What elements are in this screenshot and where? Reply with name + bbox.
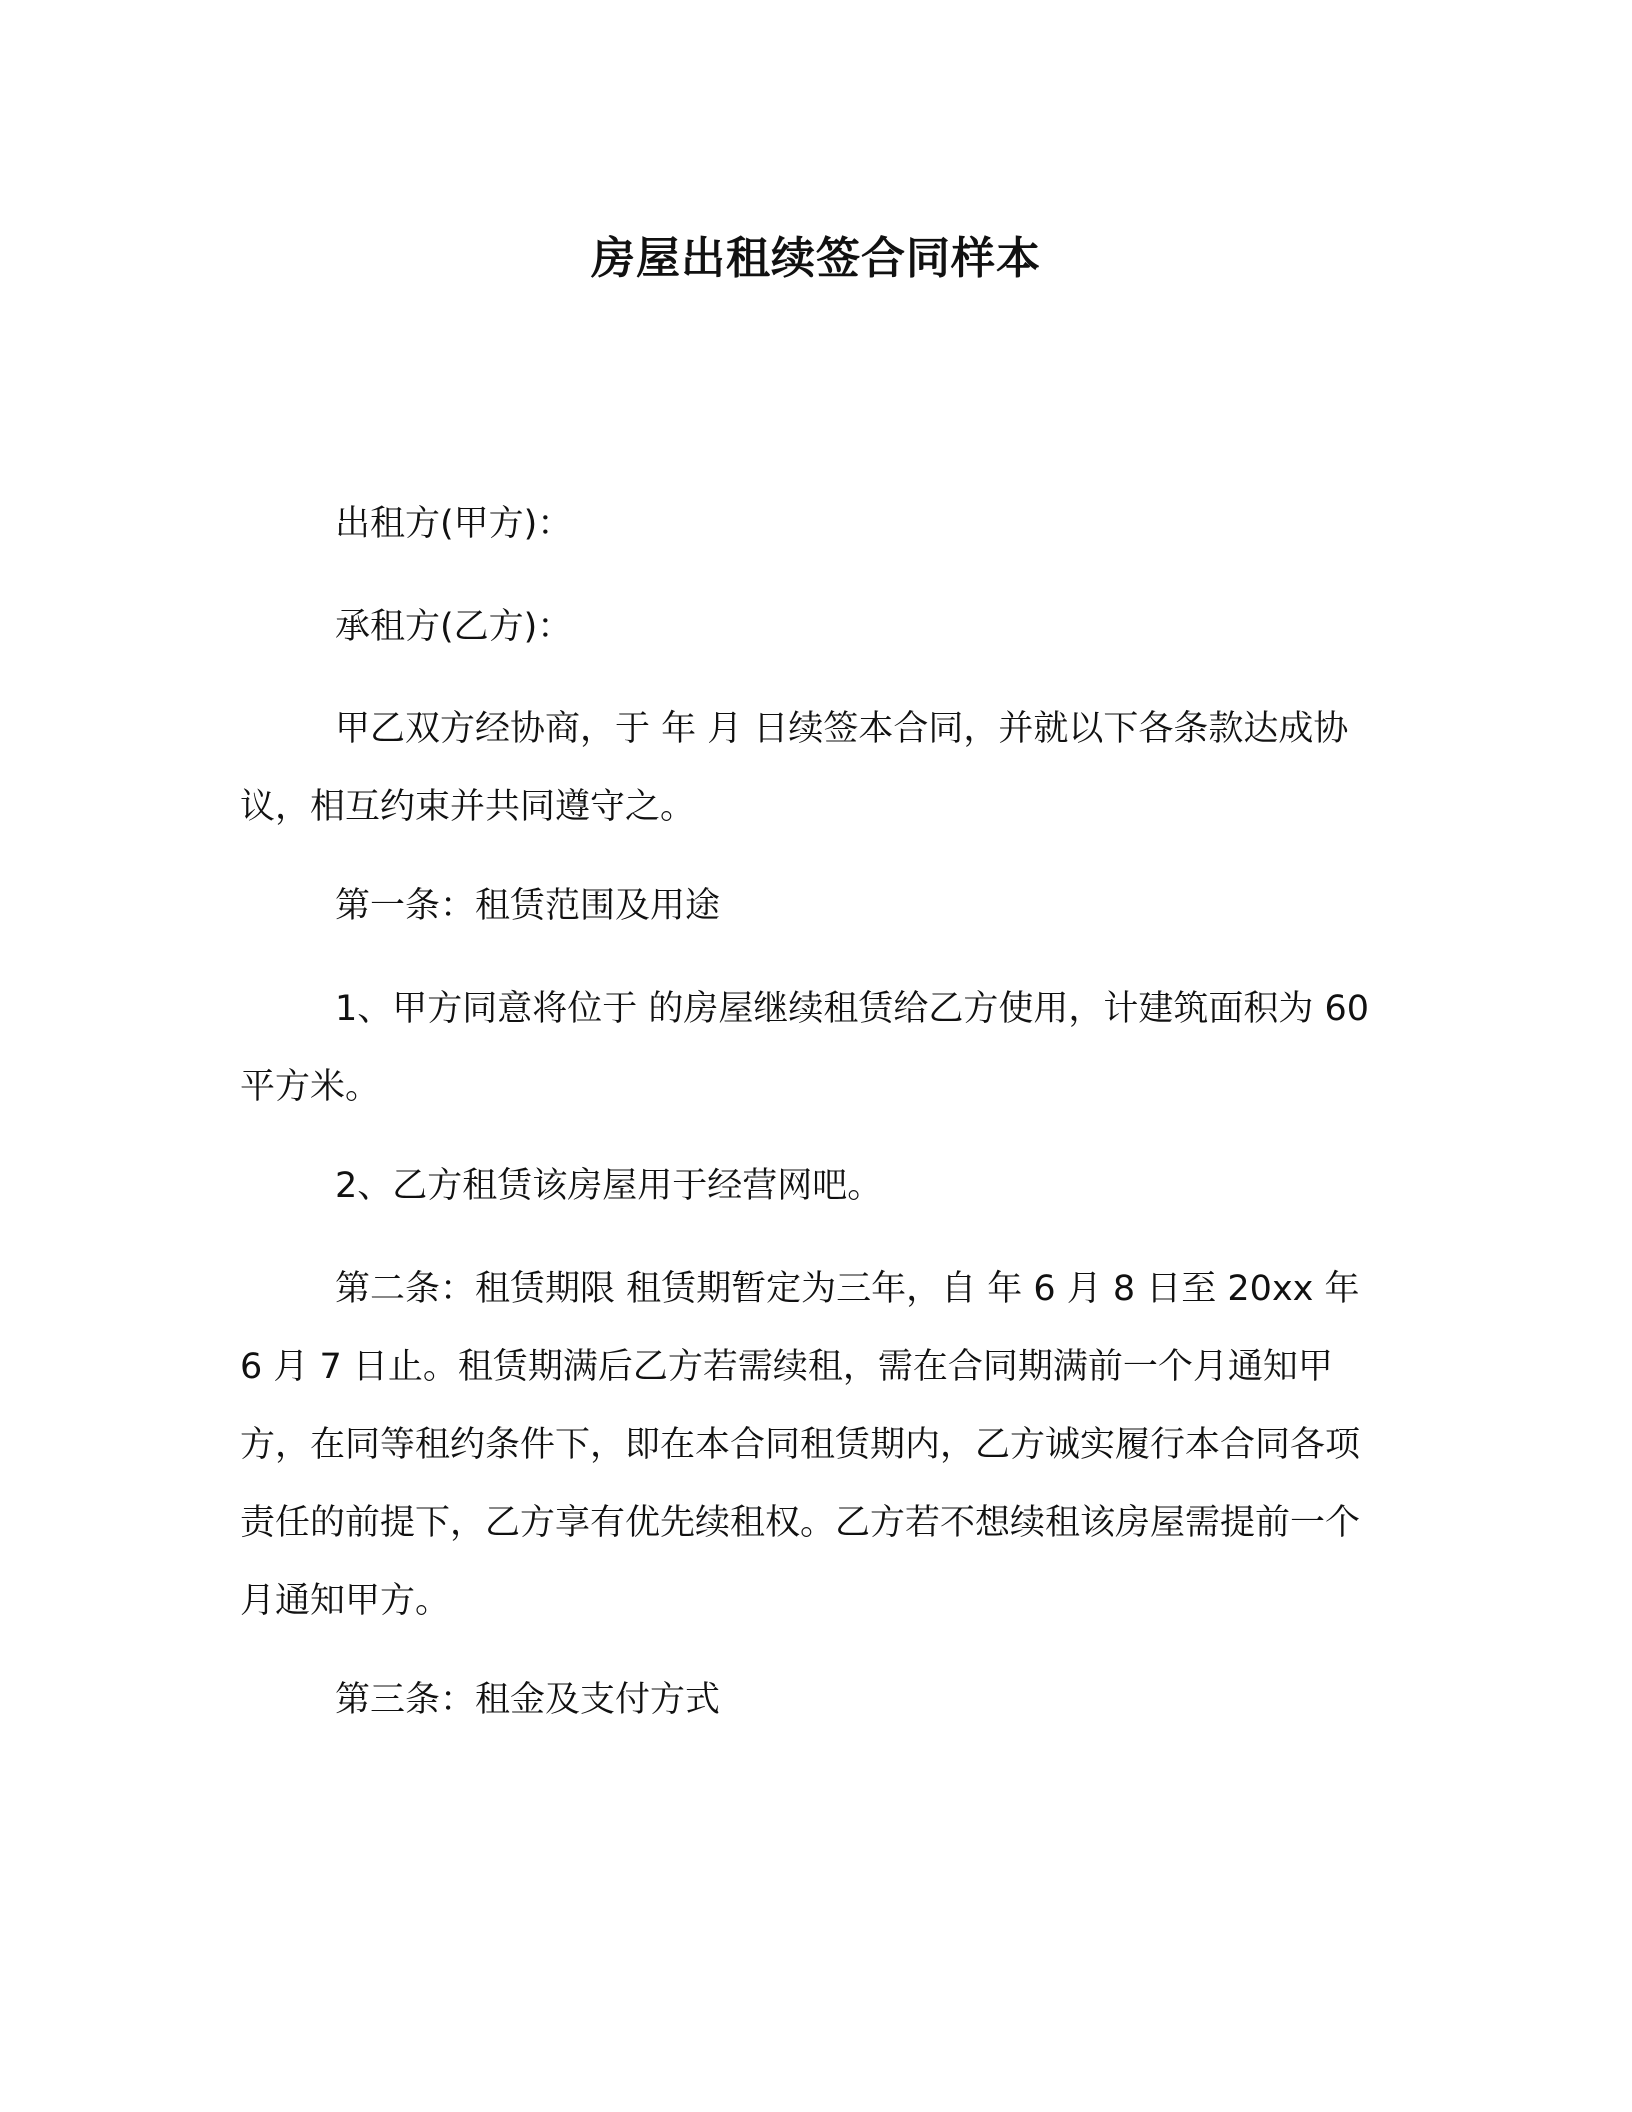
article-1-item-1-text: 1、甲方同意将位于 的房屋继续租赁给乙方使用，计建筑面积为 60 平方米。 [240, 989, 1370, 1107]
lessor-text: 出租方(甲方)： [335, 504, 573, 544]
lessee-line [240, 588, 1392, 666]
article-2-paragraph [240, 1250, 1392, 1640]
article-3-heading [240, 1661, 1392, 1739]
article-1-item-1 [240, 970, 1392, 1126]
lessor-line [240, 485, 1392, 563]
article-1-heading [240, 867, 1392, 945]
article-1-heading-text: 第一条：租赁范围及用途 [335, 886, 721, 926]
article-2-text: 第二条：租赁期限 租赁期暂定为三年，自 年 6 月 8 日至 20xx 年 6 月 7 日止。租赁期满后乙方若需续租，需在合同期满前一个月通知甲方，在同等租约条件下，即在本合同租赁期内，乙方诚实履行本合同各项责任的前提下，乙方享有优先续租权。乙方若不想续租该房屋需提前一个月通知甲方。 [240, 1269, 1361, 1621]
article-3-heading-text: 第三条：租金及支付方式 [335, 1680, 721, 1720]
intro-text: 甲乙双方经协商，于 年 月 日续签本合同，并就以下各条款达成协议，相互约束并共同遵守之。 [240, 709, 1349, 827]
lessee-text: 承租方(乙方)： [335, 607, 573, 647]
article-1-item-2-text: 2、乙方租赁该房屋用于经营网吧。 [335, 1166, 883, 1206]
document-title: 房屋出租续签合同样本 [591, 233, 1041, 284]
intro-paragraph [240, 690, 1392, 846]
article-1-item-2 [240, 1147, 1392, 1225]
